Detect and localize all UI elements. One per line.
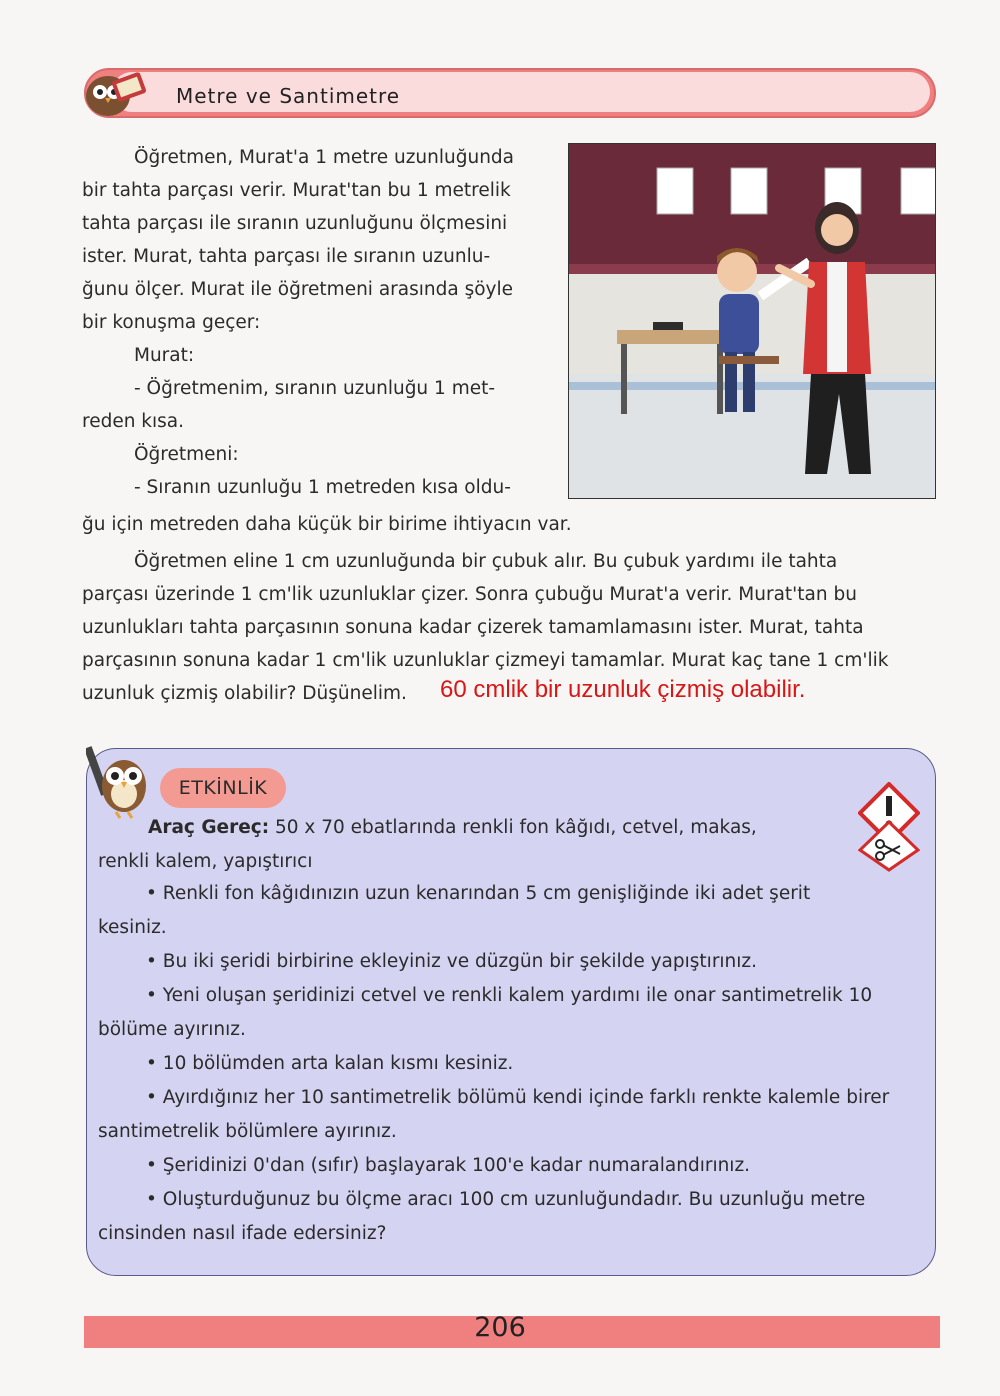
- story-line: reden kısa.: [82, 411, 185, 432]
- step-line: bölüme ayırınız.: [98, 1019, 246, 1040]
- story-line: Murat:: [134, 345, 195, 366]
- story-line: bir konuşma geçer:: [82, 312, 261, 333]
- paragraph-line: Öğretmen eline 1 cm uzunluğunda bir çubuk alır. Bu çubuk yardımı ile tahta: [134, 551, 838, 572]
- step-line: • Renkli fon kâğıdınızın uzun kenarından 5 cm genişliğinde iki adet şerit: [146, 883, 811, 904]
- step-line: santimetrelik bölümlere ayırınız.: [98, 1121, 397, 1142]
- warning-scissors-icon: [858, 782, 920, 872]
- materials-label: Araç Gereç:: [148, 817, 270, 838]
- step-line: • Oluşturduğunuz bu ölçme aracı 100 cm uzunluğundadır. Bu uzunluğu metre: [146, 1189, 866, 1210]
- owl-with-pencil-icon: [86, 740, 160, 820]
- page-number: 206: [474, 1312, 526, 1343]
- step-line: • Bu iki şeridi birbirine ekleyiniz ve düzgün bir şekilde yapıştırınız.: [146, 951, 758, 972]
- story-line: - Öğretmenim, sıranın uzunluğu 1 met-: [134, 378, 496, 399]
- paragraph-line: parçası üzerinde 1 cm'lik uzunluklar çizer. Sonra çubuğu Murat'a verir. Murat'tan bu: [82, 584, 857, 605]
- page-title: Metre ve Santimetre: [176, 84, 401, 108]
- owl-reading-icon: [80, 62, 150, 122]
- activity-materials: [98, 811, 858, 879]
- classroom-illustration: [568, 143, 936, 499]
- step-line: • Yeni oluşan şeridinizi cetvel ve renkli kalem yardımı ile onar santimetrelik 10: [146, 985, 873, 1006]
- paragraph-line: parçasının sonuna kadar 1 cm'lik uzunluklar çizmeyi tamamlar. Murat kaç tane 1 cm'lik: [82, 650, 889, 671]
- paragraph-line: uzunlukları tahta parçasının sonuna kadar çizerek tamamlamasını ister. Murat, tahta: [82, 617, 864, 638]
- step-line: • Şeridinizi 0'dan (sıfır) başlayarak 100'e kadar numaralandırınız.: [146, 1155, 751, 1176]
- handwritten-answer: 60 cmlik bir uzunluk çizmiş olabilir.: [440, 676, 806, 703]
- step-line: • Ayırdığınız her 10 santimetrelik bölümü kendi içinde farklı renkte kalemle birer: [146, 1087, 890, 1108]
- story-line: bir tahta parçası verir. Murat'tan bu 1 metrelik: [82, 180, 511, 201]
- activity-label: ETKİNLİK: [160, 768, 286, 808]
- story-line: ister. Murat, tahta parçası ile sıranın uzunlu-: [82, 246, 491, 267]
- paragraph-line: uzunluk çizmiş olabilir? Düşünelim.: [82, 683, 407, 704]
- story-line: tahta parçası ile sıranın uzunluğunu ölçmesini: [82, 213, 508, 234]
- step-line: cinsinden nasıl ifade edersiniz?: [98, 1223, 387, 1244]
- step-line: • 10 bölümden arta kalan kısmı kesiniz.: [146, 1053, 514, 1074]
- materials-line-2: renkli kalem, yapıştırıcı: [98, 851, 313, 872]
- story-line: Öğretmeni:: [134, 444, 239, 465]
- step-line: kesiniz.: [98, 917, 167, 938]
- story-line: ğunu ölçer. Murat ile öğretmeni arasında şöyle: [82, 279, 514, 300]
- story-text: [82, 141, 544, 504]
- activity-steps: [98, 877, 933, 1251]
- story-line: - Sıranın uzunluğu 1 metreden kısa oldu-: [134, 477, 511, 498]
- materials-text: 50 x 70 ebatlarında renkli fon kâğıdı, cetvel, makas,: [269, 817, 757, 838]
- story-line: Öğretmen, Murat'a 1 metre uzunluğunda: [134, 147, 515, 168]
- story-line: ğu için metreden daha küçük bir birime ihtiyacın var.: [82, 514, 572, 535]
